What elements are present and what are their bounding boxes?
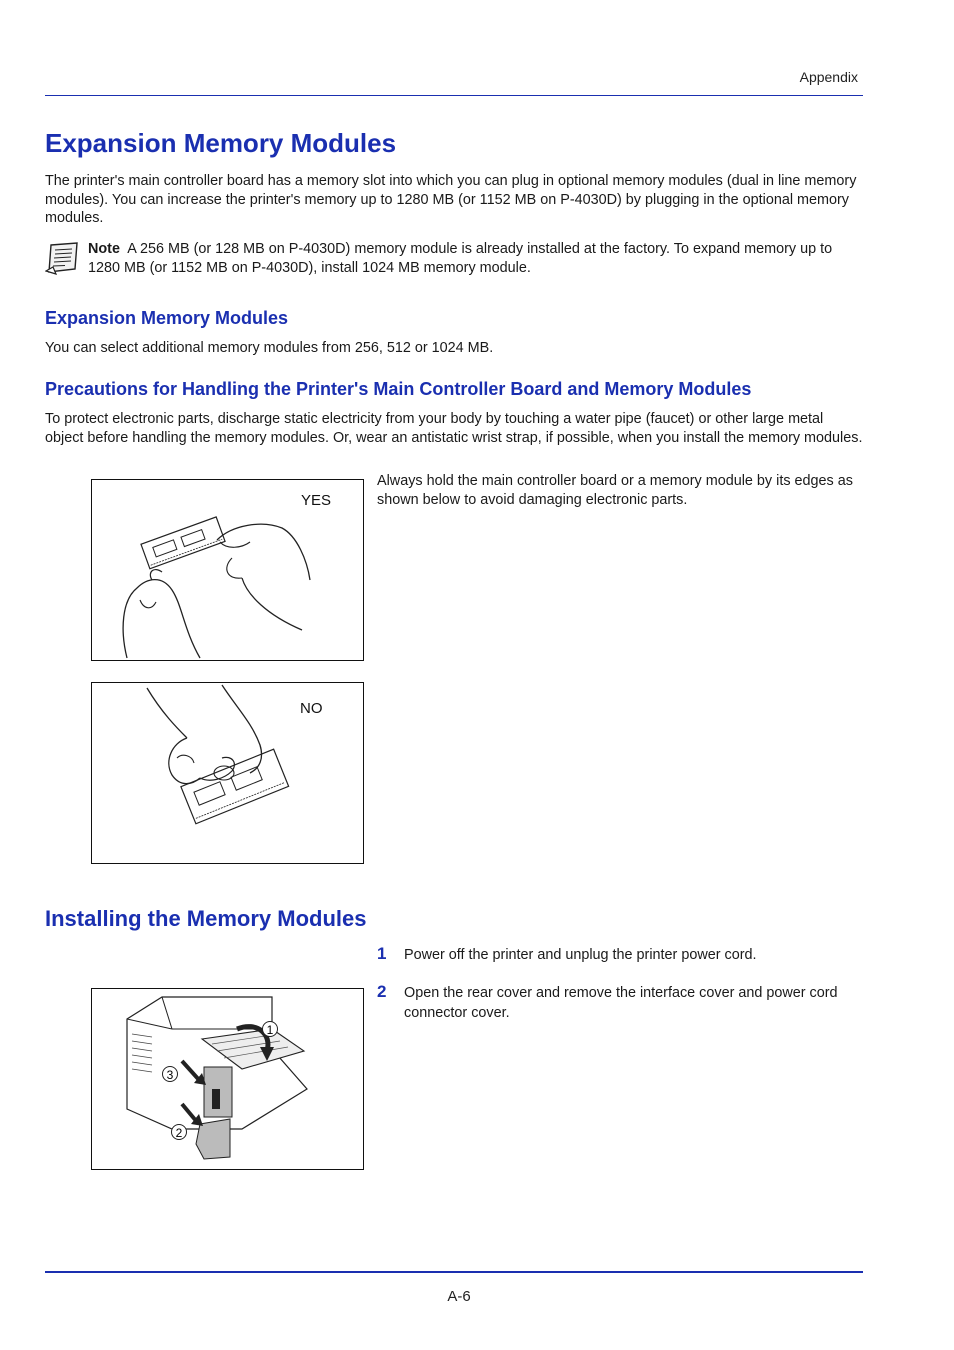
header-rule [45,95,863,96]
step-2-text: Open the rear cover and remove the interface cover and power cord connector cover. [404,985,838,1021]
handling-text: Always hold the main controller board or a memory module by its edges as shown below to avoid damaging electronic parts. [377,473,853,508]
modules-heading: Expansion Memory Modules [45,308,289,328]
callout-3: 3 [166,1068,174,1082]
page-title: Expansion Memory Modules [45,128,397,158]
page-number: A-6 [447,1288,471,1305]
note [88,240,863,278]
figure-rear-cover [91,988,364,1170]
step-1-text: Power off the printer and unplug the printer power cord. [404,947,757,963]
precautions-heading: Precautions for Handling the Printer's Main Controller Board and Memory Modules [45,379,752,399]
callout-2: 2 [175,1126,183,1140]
note-label: Note [88,241,120,257]
no-label: NO [300,700,323,717]
modules-text: You can select additional memory modules from 256, 512 or 1024 MB. [45,340,494,356]
callout-1: 1 [266,1023,274,1037]
footer-rule [45,1271,863,1273]
figure-no [91,682,364,864]
step-2-number: 2 [377,982,387,1001]
running-header: Appendix [799,69,858,85]
step-1-number: 1 [377,944,387,963]
note-text: A 256 MB (or 128 MB on P-4030D) memory module is already installed at the factory. To expand memory up to 1280 MB (or 1152 MB on P-4030D), install 1024 MB memory module. [88,241,833,276]
intro-paragraph: The printer's main controller board has a memory slot into which you can plug in optional memory modules (dual in line memory modules). You can increase the printer's memory up to 1280 MB (or 1152 MB on P-4030D) by plugging in the optional memory modules. [45,173,857,226]
yes-label: YES [301,492,332,509]
figure-yes [91,479,364,661]
precautions-text: To protect electronic parts, discharge static electricity from your body by touching a water pipe (faucet) or other large metal object before handling the memory modules. Or, wear an antistatic wrist strap, if possible, when you install the memory modules. [45,411,863,446]
note-icon [45,241,81,275]
installing-heading: Installing the Memory Modules [45,906,367,931]
rear-cover-illustration [92,989,363,1169]
